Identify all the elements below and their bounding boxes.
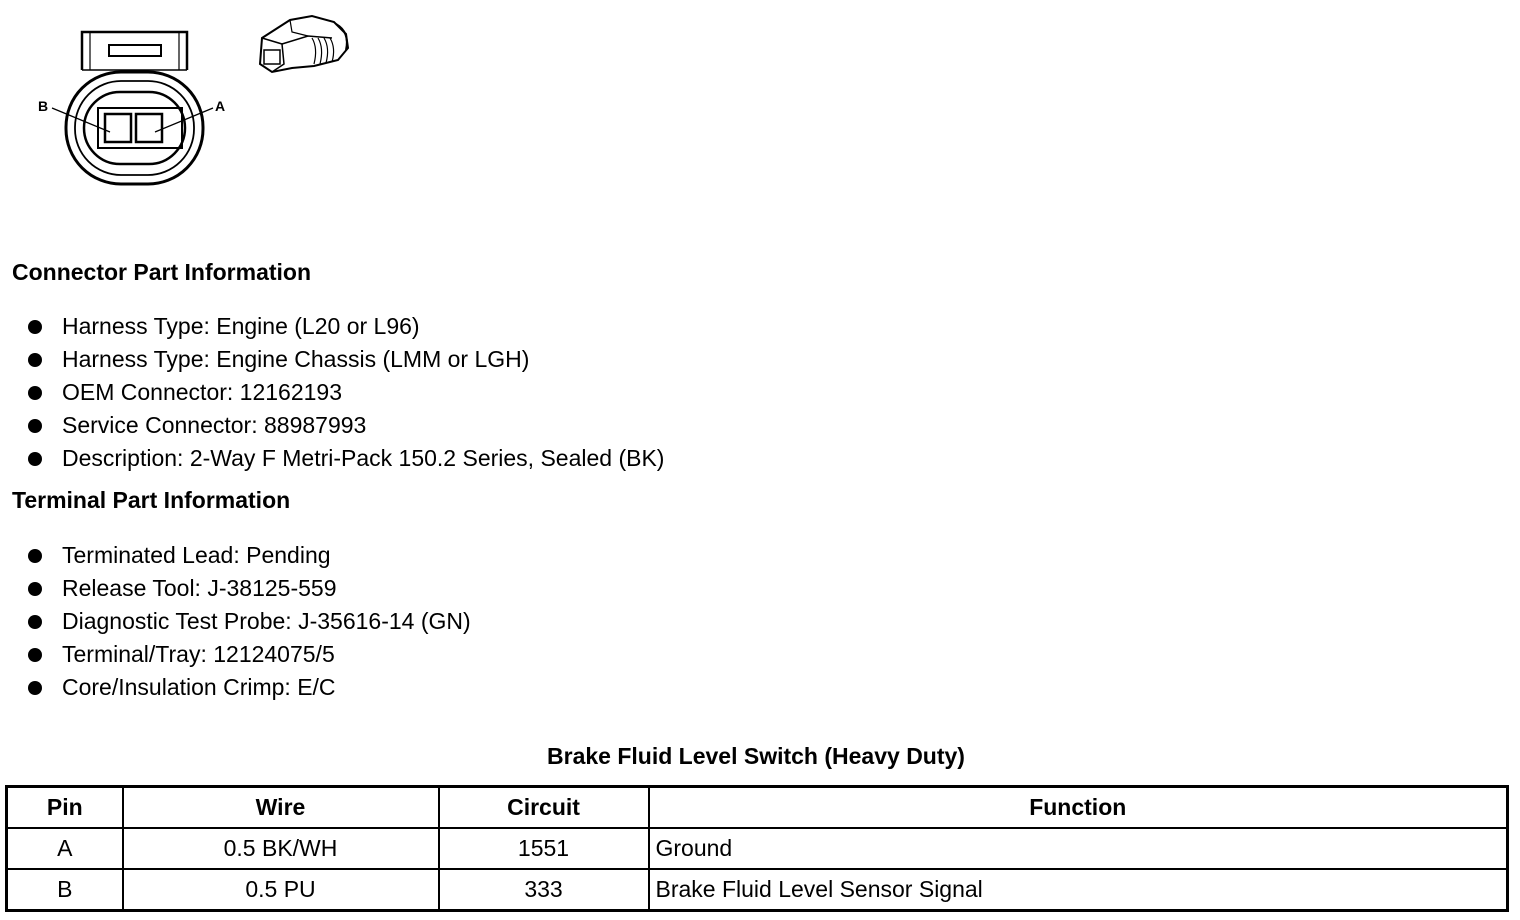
list-item: Harness Type: Engine (L20 or L96) [28,310,664,343]
connector-part-info-list [28,310,664,475]
column-header-function: Function [649,787,1508,829]
list-item: Harness Type: Engine Chassis (LMM or LGH) [28,343,664,376]
column-header-pin: Pin [7,787,123,829]
bullet-icon [28,419,42,433]
column-header-wire: Wire [123,787,439,829]
cell-circuit: 1551 [439,828,649,869]
bullet-icon [28,549,42,563]
list-item: OEM Connector: 12162193 [28,376,664,409]
bullet-icon [28,452,42,466]
list-item: Release Tool: J-38125-559 [28,572,471,605]
table-title: Brake Fluid Level Switch (Heavy Duty) [547,743,965,769]
table-row [7,869,1508,911]
cell-pin: B [7,869,123,911]
terminal-part-info-heading: Terminal Part Information [12,487,291,513]
pin-b-callout: B [38,98,49,114]
terminal-part-info-list [28,539,471,704]
bullet-icon [28,353,42,367]
connector-face-illustration [30,10,230,195]
pinout-table [5,785,1509,912]
table-header-row [7,787,1508,829]
cell-wire: 0.5 BK/WH [123,828,439,869]
table-row [7,828,1508,869]
list-item: Service Connector: 88987993 [28,409,664,442]
cell-wire: 0.5 PU [123,869,439,911]
list-item: Diagnostic Test Probe: J-35616-14 (GN) [28,605,471,638]
list-item: Description: 2-Way F Metri-Pack 150.2 Series, Sealed (BK) [28,442,664,475]
bullet-icon [28,681,42,695]
cell-circuit: 333 [439,869,649,911]
bullet-icon [28,648,42,662]
connector-part-info-heading: Connector Part Information [12,259,312,285]
bullet-icon [28,582,42,596]
connector-isometric-illustration [252,8,356,80]
bullet-icon [28,320,42,334]
list-item: Terminated Lead: Pending [28,539,471,572]
bullet-icon [28,386,42,400]
list-item: Core/Insulation Crimp: E/C [28,671,471,704]
bullet-icon [28,615,42,629]
pin-a-callout: A [215,98,226,114]
cell-pin: A [7,828,123,869]
list-item: Terminal/Tray: 12124075/5 [28,638,471,671]
column-header-circuit: Circuit [439,787,649,829]
cell-function: Ground [649,828,1508,869]
cell-function: Brake Fluid Level Sensor Signal [649,869,1508,911]
